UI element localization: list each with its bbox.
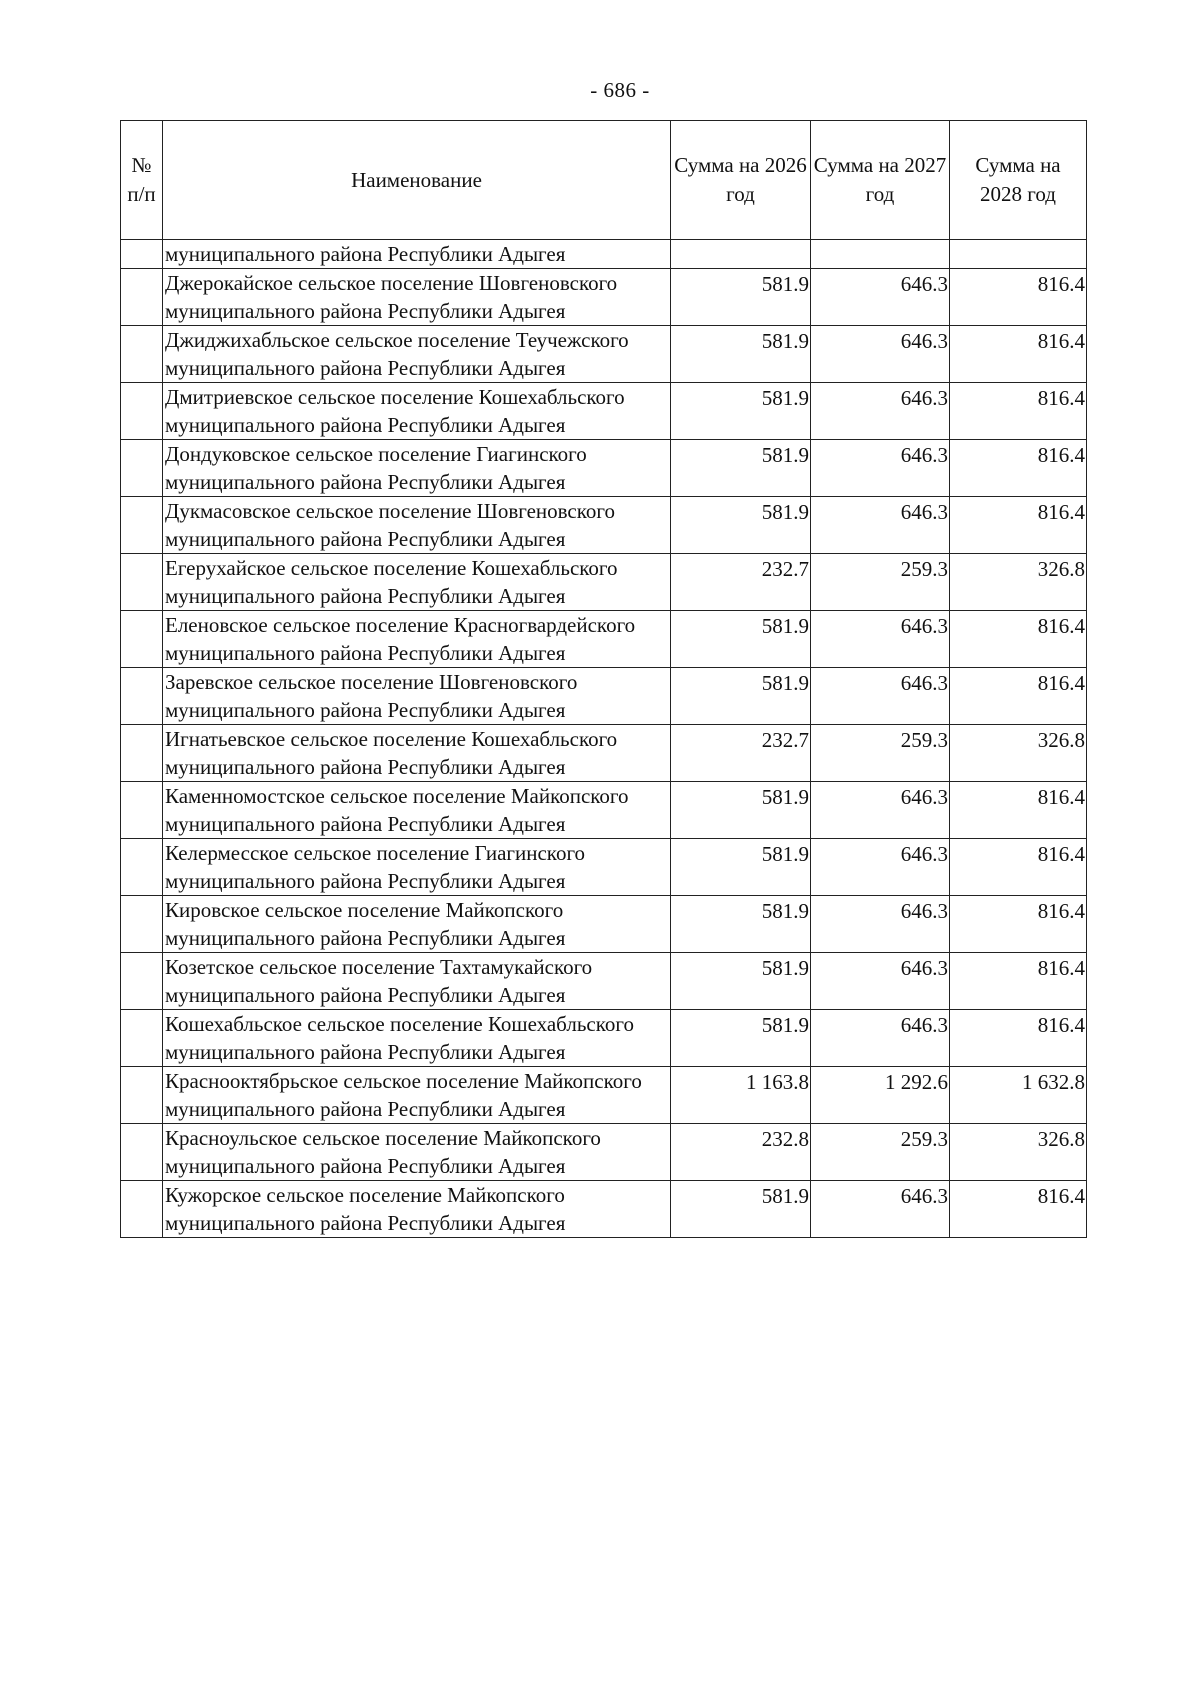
table-row [121, 497, 1087, 554]
value-2026: 581.9 [671, 782, 811, 839]
value-2026: 581.9 [671, 668, 811, 725]
value-2027: 646.3 [811, 782, 950, 839]
row-index-cell [121, 725, 163, 782]
value-2028: 816.4 [950, 1181, 1087, 1238]
value-2028: 816.4 [950, 440, 1087, 497]
value-2027: 646.3 [811, 668, 950, 725]
row-index-cell [121, 896, 163, 953]
row-index-cell [121, 953, 163, 1010]
settlement-name: Егерухайское сельское поселение Кошехабльского муниципального района Республики Адыгея [163, 554, 671, 611]
table-row [121, 1067, 1087, 1124]
value-2027: 259.3 [811, 1124, 950, 1181]
value-2028: 816.4 [950, 668, 1087, 725]
value-2027: 646.3 [811, 953, 950, 1010]
table-row [121, 953, 1087, 1010]
row-index-cell [121, 611, 163, 668]
row-index-cell [121, 440, 163, 497]
value-2027: 646.3 [811, 269, 950, 326]
value-2026: 1 163.8 [671, 1067, 811, 1124]
value-2027: 646.3 [811, 1181, 950, 1238]
continuation-row [121, 240, 1087, 269]
settlement-name: Келермесское сельское поселение Гиагинского муниципального района Республики Адыгея [163, 839, 671, 896]
value-2026: 581.9 [671, 953, 811, 1010]
row-index-cell [121, 1181, 163, 1238]
value-2026: 581.9 [671, 440, 811, 497]
table-row [121, 1124, 1087, 1181]
value-2027: 646.3 [811, 611, 950, 668]
header-sum-2026: Сумма на 2026 год [671, 121, 811, 240]
value-2026: 581.9 [671, 1181, 811, 1238]
value-2027: 259.3 [811, 554, 950, 611]
row-index-cell [121, 1124, 163, 1181]
value-2027: 646.3 [811, 383, 950, 440]
value-2028: 326.8 [950, 554, 1087, 611]
cell-2026 [671, 240, 811, 269]
table-row [121, 326, 1087, 383]
settlement-name: Заревское сельское поселение Шовгеновского муниципального района Республики Адыгея [163, 668, 671, 725]
value-2028: 326.8 [950, 1124, 1087, 1181]
header-index: № п/п [121, 121, 163, 240]
table-row [121, 896, 1087, 953]
value-2026: 581.9 [671, 326, 811, 383]
value-2026: 232.7 [671, 554, 811, 611]
row-index-cell [121, 839, 163, 896]
table-row [121, 725, 1087, 782]
table-header-row [121, 121, 1087, 240]
row-index-cell [121, 554, 163, 611]
row-index-cell [121, 326, 163, 383]
value-2027: 646.3 [811, 440, 950, 497]
row-index-cell [121, 269, 163, 326]
value-2027: 646.3 [811, 896, 950, 953]
value-2028: 816.4 [950, 326, 1087, 383]
value-2026: 581.9 [671, 611, 811, 668]
value-2028: 326.8 [950, 725, 1087, 782]
settlement-name: Дмитриевское сельское поселение Кошехабльского муниципального района Республики Адыгея [163, 383, 671, 440]
settlement-name: Красноульское сельское поселение Майкопского муниципального района Республики Адыгея [163, 1124, 671, 1181]
settlement-name: Дондуковское сельское поселение Гиагинского муниципального района Республики Адыгея [163, 440, 671, 497]
table-row [121, 440, 1087, 497]
settlement-name: Кировское сельское поселение Майкопского муниципального района Республики Адыгея [163, 896, 671, 953]
row-index-cell [121, 668, 163, 725]
value-2027: 259.3 [811, 725, 950, 782]
value-2026: 581.9 [671, 383, 811, 440]
settlement-name: Еленовское сельское поселение Красногвардейского муниципального района Республики Адыгея [163, 611, 671, 668]
header-name: Наименование [163, 121, 671, 240]
header-sum-2028: Сумма на 2028 год [950, 121, 1087, 240]
row-index-cell [121, 383, 163, 440]
value-2026: 232.7 [671, 725, 811, 782]
page-number: - 686 - [590, 78, 650, 102]
value-2027: 1 292.6 [811, 1067, 950, 1124]
value-2028: 816.4 [950, 383, 1087, 440]
cell-2028 [950, 240, 1087, 269]
value-2028: 816.4 [950, 839, 1087, 896]
value-2028: 816.4 [950, 896, 1087, 953]
settlement-name: Джерокайское сельское поселение Шовгеновского муниципального района Республики Адыгея [163, 269, 671, 326]
budget-table [120, 120, 1087, 1238]
settlement-name: Игнатьевское сельское поселение Кошехабльского муниципального района Республики Адыгея [163, 725, 671, 782]
value-2027: 646.3 [811, 1010, 950, 1067]
continuation-name: муниципального района Республики Адыгея [163, 240, 671, 269]
table-row [121, 611, 1087, 668]
value-2026: 581.9 [671, 269, 811, 326]
settlement-name: Козетское сельское поселение Тахтамукайского муниципального района Республики Адыгея [163, 953, 671, 1010]
value-2028: 816.4 [950, 497, 1087, 554]
value-2026: 581.9 [671, 896, 811, 953]
row-index-cell [121, 782, 163, 839]
row-index-cell [121, 1010, 163, 1067]
value-2028: 816.4 [950, 611, 1087, 668]
table-row [121, 839, 1087, 896]
table-row [121, 383, 1087, 440]
settlement-name: Каменномостское сельское поселение Майкопского муниципального района Республики Адыгея [163, 782, 671, 839]
value-2027: 646.3 [811, 839, 950, 896]
value-2027: 646.3 [811, 497, 950, 554]
table-row [121, 782, 1087, 839]
value-2026: 581.9 [671, 1010, 811, 1067]
row-index-cell [121, 497, 163, 554]
table-row [121, 1181, 1087, 1238]
table-body [121, 240, 1087, 1238]
settlement-name: Краснооктябрьское сельское поселение Майкопского муниципального района Республики Адыгея [163, 1067, 671, 1124]
value-2028: 816.4 [950, 1010, 1087, 1067]
cell-2027 [811, 240, 950, 269]
row-index-cell [121, 240, 163, 269]
table-row [121, 554, 1087, 611]
value-2028: 816.4 [950, 782, 1087, 839]
value-2028: 816.4 [950, 269, 1087, 326]
value-2026: 581.9 [671, 839, 811, 896]
header-sum-2027: Сумма на 2027 год [811, 121, 950, 240]
settlement-name: Кужорское сельское поселение Майкопского муниципального района Республики Адыгея [163, 1181, 671, 1238]
value-2026: 581.9 [671, 497, 811, 554]
value-2028: 816.4 [950, 953, 1087, 1010]
value-2026: 232.8 [671, 1124, 811, 1181]
row-index-cell [121, 1067, 163, 1124]
settlement-name: Кошехабльское сельское поселение Кошехабльского муниципального района Республики Адыгея [163, 1010, 671, 1067]
value-2028: 1 632.8 [950, 1067, 1087, 1124]
table-row [121, 1010, 1087, 1067]
settlement-name: Джиджихабльское сельское поселение Теучежского муниципального района Республики Адыгея [163, 326, 671, 383]
table-row [121, 668, 1087, 725]
value-2027: 646.3 [811, 326, 950, 383]
settlement-name: Дукмасовское сельское поселение Шовгеновского муниципального района Республики Адыгея [163, 497, 671, 554]
table-row [121, 269, 1087, 326]
